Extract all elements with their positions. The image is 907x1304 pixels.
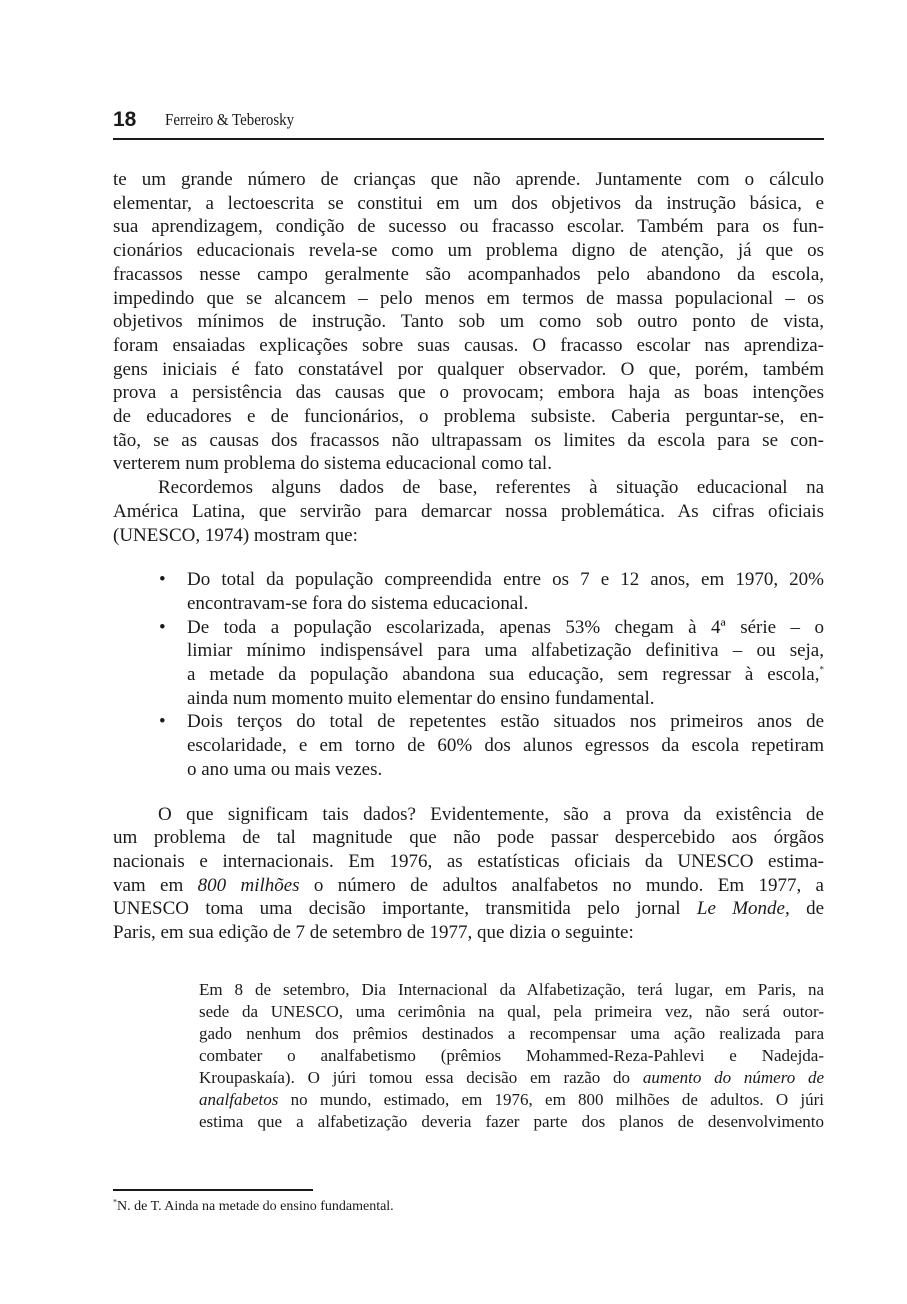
text-line: um problema de tal magnitude que não pode passar despercebido aos órgãos [113, 827, 824, 849]
text-line [113, 897, 824, 921]
footnote-rule [113, 1189, 313, 1191]
text-span: Kroupaskaía). O júri tomou essa decisão em razão do [199, 1068, 643, 1087]
text-line [199, 1089, 824, 1111]
text-line: sua aprendizagem, condição de sucesso ou fracasso escolar. Também para os fun- [113, 216, 824, 238]
text-line [187, 663, 824, 687]
text-span: de [789, 898, 824, 920]
page-number: 18 [113, 108, 137, 131]
text-line: América Latina, que servirão para demarcar nossa problemática. As cifras oficiais [113, 500, 824, 522]
text-line: impedindo que se alcancem – pelo menos em termos de massa populacional – os [113, 287, 824, 309]
text-line: limiar mínimo indispensável para uma alfabetização definitiva – ou seja, [187, 640, 824, 662]
text-line [113, 874, 824, 898]
text-span: no mundo, estimado, em 1976, em 800 milhões de adultos. O júri [278, 1090, 824, 1109]
text-line: escolaridade, e em torno de 60% dos alunos egressos da escola repetiram [187, 735, 824, 757]
text-line: tão, se as causas dos fracassos não ultrapassam os limites da escola para se con- [113, 429, 824, 451]
text-line: fracassos nesse campo geralmente são acompanhados pelo abandono da escola, [113, 263, 824, 285]
italic-text: analfabetos [199, 1090, 279, 1109]
italic-text: aumento do número de [642, 1068, 824, 1087]
body-text [113, 168, 824, 945]
paragraph-3 [113, 803, 824, 945]
footnote [113, 1198, 394, 1216]
italic-text: 800 milhões [197, 874, 300, 896]
list-item [159, 616, 824, 711]
text-line: cionários educacionais revela-se como um problema digno de atenção, já que os [113, 240, 824, 262]
paragraph-2 [113, 476, 824, 547]
text-line: gado nenhum dos prêmios destinados a recompensar uma ação realizada para [199, 1024, 824, 1043]
text-line: encontravam-se fora do sistema educacional. [187, 592, 529, 614]
block-quote [199, 979, 824, 1133]
footnote-mark: * [113, 1197, 117, 1207]
text-line: foram ensaiadas explicações sobre suas causas. O fracasso escolar nas aprendiza- [113, 334, 824, 356]
text-line: objetivos mínimos de instrução. Tanto sob um como sob outro ponto de vista, [113, 311, 824, 333]
bullet-marker: • [159, 616, 166, 638]
text-line: Recordemos alguns dados de base, referentes à situação educacional na [158, 477, 824, 499]
list-item [159, 568, 824, 615]
footnote-text: N. de T. Ainda na metade do ensino fundamental. [117, 1199, 394, 1214]
bullet-list [113, 568, 824, 781]
text-line: de educadores e de funcionários, o problema subsiste. Caberia perguntar-se, en- [113, 406, 824, 428]
text-line: nacionais e internacionais. Em 1976, as estatísticas oficiais da UNESCO estima- [113, 850, 824, 872]
text-line: gens iniciais é fato constatável por qualquer observador. O que, porém, também [113, 358, 824, 380]
text-line [199, 1067, 824, 1089]
text-line: combater o analfabetismo (prêmios Mohammed-Reza-Pahlevi e Nadejda- [199, 1046, 824, 1065]
text-span: o número de adultos analfabetos no mundo. Em 1977, a [299, 874, 824, 896]
bullet-marker: • [159, 711, 166, 733]
text-line: sede da UNESCO, uma cerimônia na qual, pela primeira vez, não será outor- [199, 1002, 824, 1021]
text-line: prova a persistência das causas que o provocam; embora haja as boas intenções [113, 382, 824, 404]
text-line: Do total da população compreendida entre os 7 e 12 anos, em 1970, 20% [187, 569, 824, 591]
paragraph-1 [113, 168, 824, 476]
text-line: o ano uma ou mais vezes. [187, 758, 383, 780]
text-line: verterem num problema do sistema educacional como tal. [113, 453, 552, 475]
text-span: vam em [113, 874, 198, 896]
text-line: te um grande número de crianças que não aprende. Juntamente com o cálculo [113, 169, 824, 190]
bullet-marker: • [159, 569, 166, 591]
list-item [159, 710, 824, 781]
footnote-reference: * [819, 664, 824, 675]
text-line: Em 8 de setembro, Dia Internacional da Alfabetização, terá lugar, em Paris, na [199, 980, 824, 999]
text-line: Dois terços do total de repetentes estão situados nos primeiros anos de [187, 711, 824, 733]
italic-text: Le Monde, [696, 898, 790, 920]
page-header [113, 104, 824, 140]
text-line: Paris, em sua edição de 7 de setembro de 1977, que dizia o seguinte: [113, 922, 634, 944]
text-line: O que significam tais dados? Evidentemente, são a prova da existência de [158, 803, 824, 825]
text-line: ainda num momento muito elementar do ensino fundamental. [187, 687, 655, 709]
running-head: Ferreiro & Teberosky [165, 110, 295, 129]
text-span: a metade da população abandona sua educação, sem regressar à escola, [187, 664, 820, 686]
text-line: elementar, a lectoescrita se constitui em um dos objetivos da instrução básica, e [113, 192, 824, 214]
text-line: (UNESCO, 1974) mostram que: [113, 524, 358, 546]
text-span: UNESCO toma uma decisão importante, transmitida pelo jornal [113, 898, 697, 920]
text-line: De toda a população escolarizada, apenas 53% chegam à 4ª série – o [187, 616, 824, 638]
text-line: estima que a alfabetização deveria fazer parte dos planos de desenvolvimento [199, 1112, 824, 1131]
